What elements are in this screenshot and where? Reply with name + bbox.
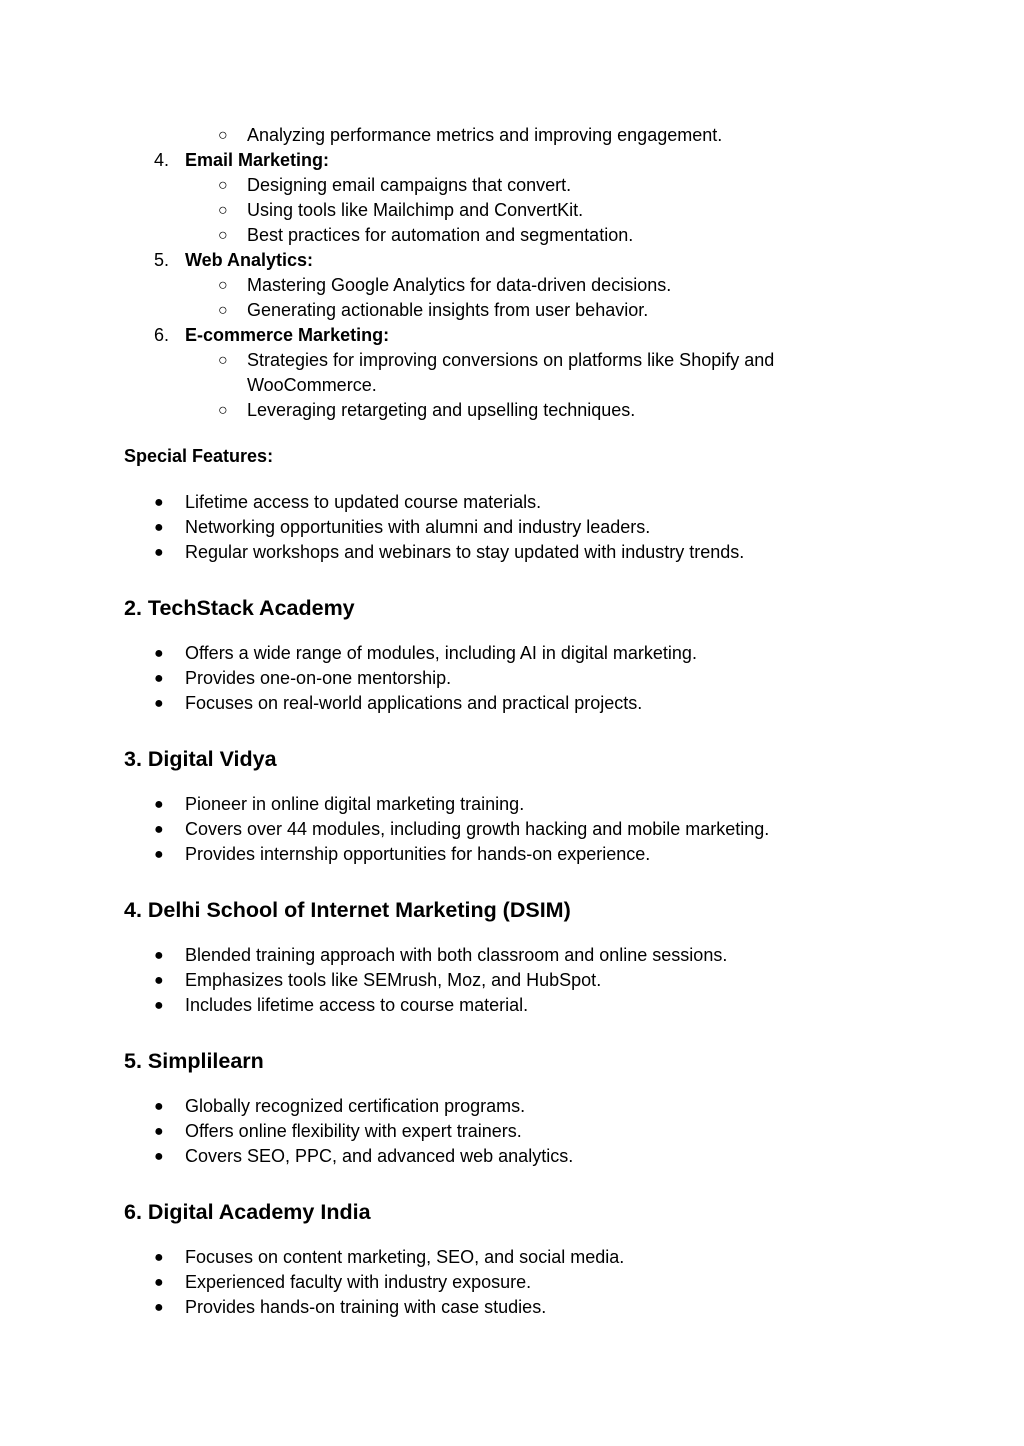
list-item-text: Networking opportunities with alumni and industry leaders. [185, 517, 651, 537]
bullet-icon: ● [154, 947, 164, 964]
bullet-icon: ● [154, 821, 164, 838]
list-item-text: Covers over 44 modules, including growth hacking and mobile marketing. [185, 819, 770, 839]
list-item [124, 666, 924, 691]
list-item [124, 1270, 924, 1295]
list-item [124, 1295, 924, 1320]
sub-list-item [124, 123, 924, 148]
list-item [124, 817, 924, 842]
list-item-text: Provides internship opportunities for hands-on experience. [185, 844, 651, 864]
document-content [124, 123, 924, 1320]
sub-list-item [124, 223, 924, 248]
sub-list-item [124, 348, 924, 373]
sub-item-text: Generating actionable insights from user behavior. [247, 300, 649, 320]
bullet-icon: ● [154, 494, 164, 511]
list-item-text: Experienced faculty with industry exposure. [185, 1272, 532, 1292]
bullet-icon: ● [154, 1274, 164, 1291]
list-item [124, 993, 924, 1018]
hollow-bullet-icon: ○ [218, 352, 228, 369]
module-title: E-commerce Marketing: [185, 325, 390, 345]
list-item-text: Provides hands-on training with case studies. [185, 1297, 547, 1317]
sub-list-item [124, 273, 924, 298]
hollow-bullet-icon: ○ [218, 302, 228, 319]
sub-item-text: Designing email campaigns that convert. [247, 175, 572, 195]
hollow-bullet-icon: ○ [218, 127, 228, 144]
sub-item-text: Analyzing performance metrics and improving engagement. [247, 125, 723, 145]
list-item-text: Blended training approach with both classroom and online sessions. [185, 945, 728, 965]
sub-list-item [124, 298, 924, 323]
module-heading [124, 148, 924, 173]
bullet-icon: ● [154, 670, 164, 687]
sub-item-text: Leveraging retargeting and upselling techniques. [247, 400, 636, 420]
hollow-bullet-icon: ○ [218, 402, 228, 419]
list-item-text: Emphasizes tools like SEMrush, Moz, and HubSpot. [185, 970, 602, 990]
sub-list-item [124, 398, 924, 423]
module-heading [124, 248, 924, 273]
sub-item-text: Mastering Google Analytics for data-driven decisions. [247, 275, 672, 295]
list-item [124, 540, 924, 565]
list-item-text: Covers SEO, PPC, and advanced web analytics. [185, 1146, 574, 1166]
module-title: Email Marketing: [185, 150, 330, 170]
special-features-label: Special Features: [124, 446, 274, 466]
list-number: 5. [154, 250, 170, 270]
section-heading: 6. Digital Academy India [124, 1200, 371, 1224]
section-heading: 5. Simplilearn [124, 1049, 264, 1073]
section-heading: 4. Delhi School of Internet Marketing (DSIM) [124, 898, 571, 922]
bullet-icon: ● [154, 519, 164, 536]
module-heading [124, 323, 924, 348]
hollow-bullet-icon: ○ [218, 277, 228, 294]
bullet-icon: ● [154, 972, 164, 989]
list-item-text: Focuses on content marketing, SEO, and social media. [185, 1247, 625, 1267]
list-item-text: Globally recognized certification programs. [185, 1096, 526, 1116]
list-item [124, 515, 924, 540]
list-item [124, 1245, 924, 1270]
bullet-icon: ● [154, 645, 164, 662]
list-number: 6. [154, 325, 170, 345]
section-heading: 2. TechStack Academy [124, 596, 355, 620]
list-number: 4. [154, 150, 170, 170]
list-item [124, 1094, 924, 1119]
list-item-text: Provides one-on-one mentorship. [185, 668, 452, 688]
sub-list-item [124, 173, 924, 198]
bullet-icon: ● [154, 544, 164, 561]
bullet-icon: ● [154, 1299, 164, 1316]
sub-list-item [124, 198, 924, 223]
list-item [124, 1144, 924, 1169]
list-item [124, 490, 924, 515]
sub-list-item-continuation [124, 373, 924, 398]
hollow-bullet-icon: ○ [218, 177, 228, 194]
list-item-text: Offers online flexibility with expert trainers. [185, 1121, 522, 1141]
section-heading: 3. Digital Vidya [124, 747, 277, 771]
bullet-icon: ● [154, 1249, 164, 1266]
list-item [124, 1119, 924, 1144]
list-item [124, 842, 924, 867]
list-item-text: Pioneer in online digital marketing training. [185, 794, 525, 814]
hollow-bullet-icon: ○ [218, 227, 228, 244]
list-item-text: Offers a wide range of modules, including AI in digital marketing. [185, 643, 697, 663]
list-item-text: Lifetime access to updated course materials. [185, 492, 542, 512]
list-item [124, 691, 924, 716]
list-item [124, 943, 924, 968]
sub-item-text: WooCommerce. [247, 375, 377, 395]
bullet-icon: ● [154, 997, 164, 1014]
list-item-text: Includes lifetime access to course material. [185, 995, 529, 1015]
list-item [124, 641, 924, 666]
hollow-bullet-icon: ○ [218, 202, 228, 219]
bullet-icon: ● [154, 796, 164, 813]
bullet-icon: ● [154, 1098, 164, 1115]
bullet-icon: ● [154, 846, 164, 863]
list-item-text: Focuses on real-world applications and practical projects. [185, 693, 643, 713]
bullet-icon: ● [154, 695, 164, 712]
sub-item-text: Best practices for automation and segmentation. [247, 225, 634, 245]
bullet-icon: ● [154, 1123, 164, 1140]
list-item-text: Regular workshops and webinars to stay updated with industry trends. [185, 542, 745, 562]
module-title: Web Analytics: [185, 250, 314, 270]
sub-item-text: Using tools like Mailchimp and ConvertKit. [247, 200, 584, 220]
sub-item-text: Strategies for improving conversions on platforms like Shopify and [247, 350, 775, 370]
list-item [124, 968, 924, 993]
list-item [124, 792, 924, 817]
bullet-icon: ● [154, 1148, 164, 1165]
